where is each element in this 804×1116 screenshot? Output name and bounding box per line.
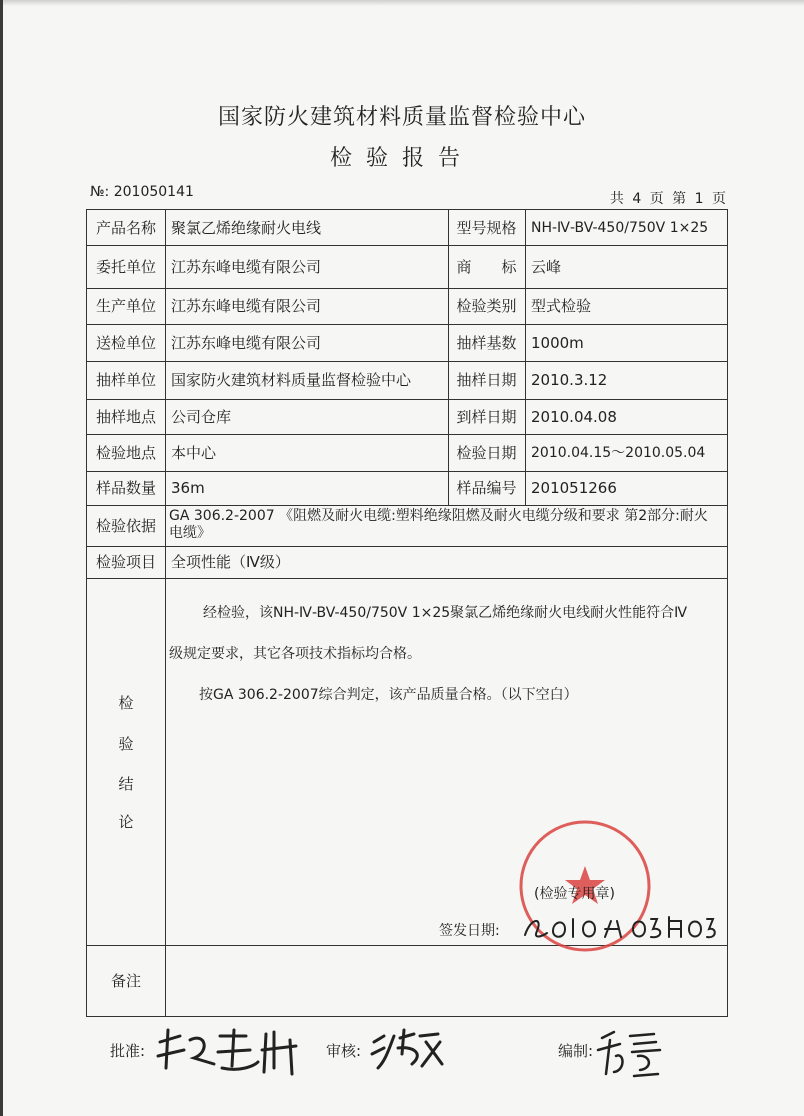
label-arrival-date: 到样日期	[456, 407, 517, 426]
label-submitter: 送检单位	[95, 333, 156, 352]
label-model-spec: 型号规格	[456, 218, 517, 237]
stamp-note: (检验专用章)	[534, 886, 615, 902]
value-arrival-date: 2010.04.08	[531, 407, 617, 426]
conclusion-line-1: 经检验，该NH-Ⅳ-BV-450/750V 1×25聚氯乙烯绝缘耐火电线耐火性能符合Ⅳ	[203, 605, 688, 621]
value-manufacturer: 江苏东峰电缆有限公司	[171, 297, 322, 315]
org-title: 国家防火建筑材料质量监督检验中心	[217, 105, 586, 130]
label-sample-place: 抽样地点	[95, 407, 156, 426]
label-test-place: 检验地点	[95, 443, 156, 462]
report-number: №: 201050141	[90, 184, 194, 200]
label-sample-base: 抽样基数	[456, 333, 517, 352]
value-remarks	[165, 945, 725, 1016]
handwritten-issue-date	[521, 907, 721, 943]
prepare-label: 编制:	[558, 1042, 594, 1060]
report-table	[86, 209, 728, 1017]
value-model-spec: NH-Ⅳ-BV-450/750V 1×25	[531, 219, 709, 236]
value-product-name: 聚氯乙烯绝缘耐火电线	[171, 218, 322, 237]
conclusion-line-3: 按GA 306.2-2007综合判定，该产品质量合格。（以下空白）	[199, 687, 578, 703]
page-info: 共 4 页 第 1 页	[609, 191, 728, 207]
doc-title: 检验报告	[329, 146, 474, 171]
value-sample-no: 201051266	[531, 479, 617, 497]
issue-date-label: 签发日期:	[439, 923, 500, 939]
approve-label: 批准:	[110, 1042, 146, 1060]
conclusion-label-char: 结	[118, 775, 134, 793]
label-test-category: 检验类别	[456, 297, 517, 315]
label-remarks: 备注	[110, 971, 141, 990]
value-submitter: 江苏东峰电缆有限公司	[171, 333, 322, 352]
label-manufacturer: 生产单位	[95, 297, 156, 315]
conclusion-line-2: 级规定要求，其它各项技术指标均合格。	[169, 646, 421, 662]
value-test-category: 型式检验	[531, 297, 592, 315]
value-sample-place: 公司仓库	[171, 407, 232, 426]
conclusion-label-char: 检	[118, 694, 134, 712]
reviewer-signature	[368, 1024, 448, 1074]
page-shadow	[0, 0, 804, 6]
value-client: 江苏东峰电缆有限公司	[171, 257, 322, 276]
label-sampler: 抽样单位	[95, 371, 156, 389]
value-trademark: 云峰	[531, 257, 562, 276]
preparer-signature	[594, 1026, 666, 1082]
value-sampler: 国家防火建筑材料质量监督检验中心	[171, 371, 412, 389]
value-sample-date: 2010.3.12	[531, 371, 608, 389]
approver-signature	[150, 1022, 310, 1082]
value-test-date: 2010.04.15～2010.05.04	[531, 444, 706, 461]
label-trademark: 商 标	[456, 257, 517, 276]
label-test-date: 检验日期	[456, 443, 517, 462]
label-basis: 检验依据	[95, 516, 156, 535]
label-quantity: 样品数量	[95, 479, 156, 497]
conclusion-label-char: 验	[118, 735, 134, 753]
value-items: 全项性能（Ⅳ级）	[171, 553, 290, 571]
value-basis: GA 306.2-2007 《阻燃及耐火电缆:塑料绝缘阻燃及耐火电缆分级和要求 第2部分:耐火电缆》	[169, 508, 708, 541]
value-test-place: 本中心	[171, 443, 217, 462]
label-client: 委托单位	[95, 257, 156, 276]
label-items: 检验项目	[95, 553, 156, 571]
value-sample-base: 1000m	[531, 333, 584, 352]
value-quantity: 36m	[171, 479, 205, 497]
label-product-name: 产品名称	[95, 218, 156, 237]
conclusion-label-char: 论	[118, 813, 134, 831]
label-sample-date: 抽样日期	[456, 371, 517, 389]
review-label: 审核:	[326, 1042, 362, 1060]
label-sample-no: 样品编号	[456, 479, 517, 497]
